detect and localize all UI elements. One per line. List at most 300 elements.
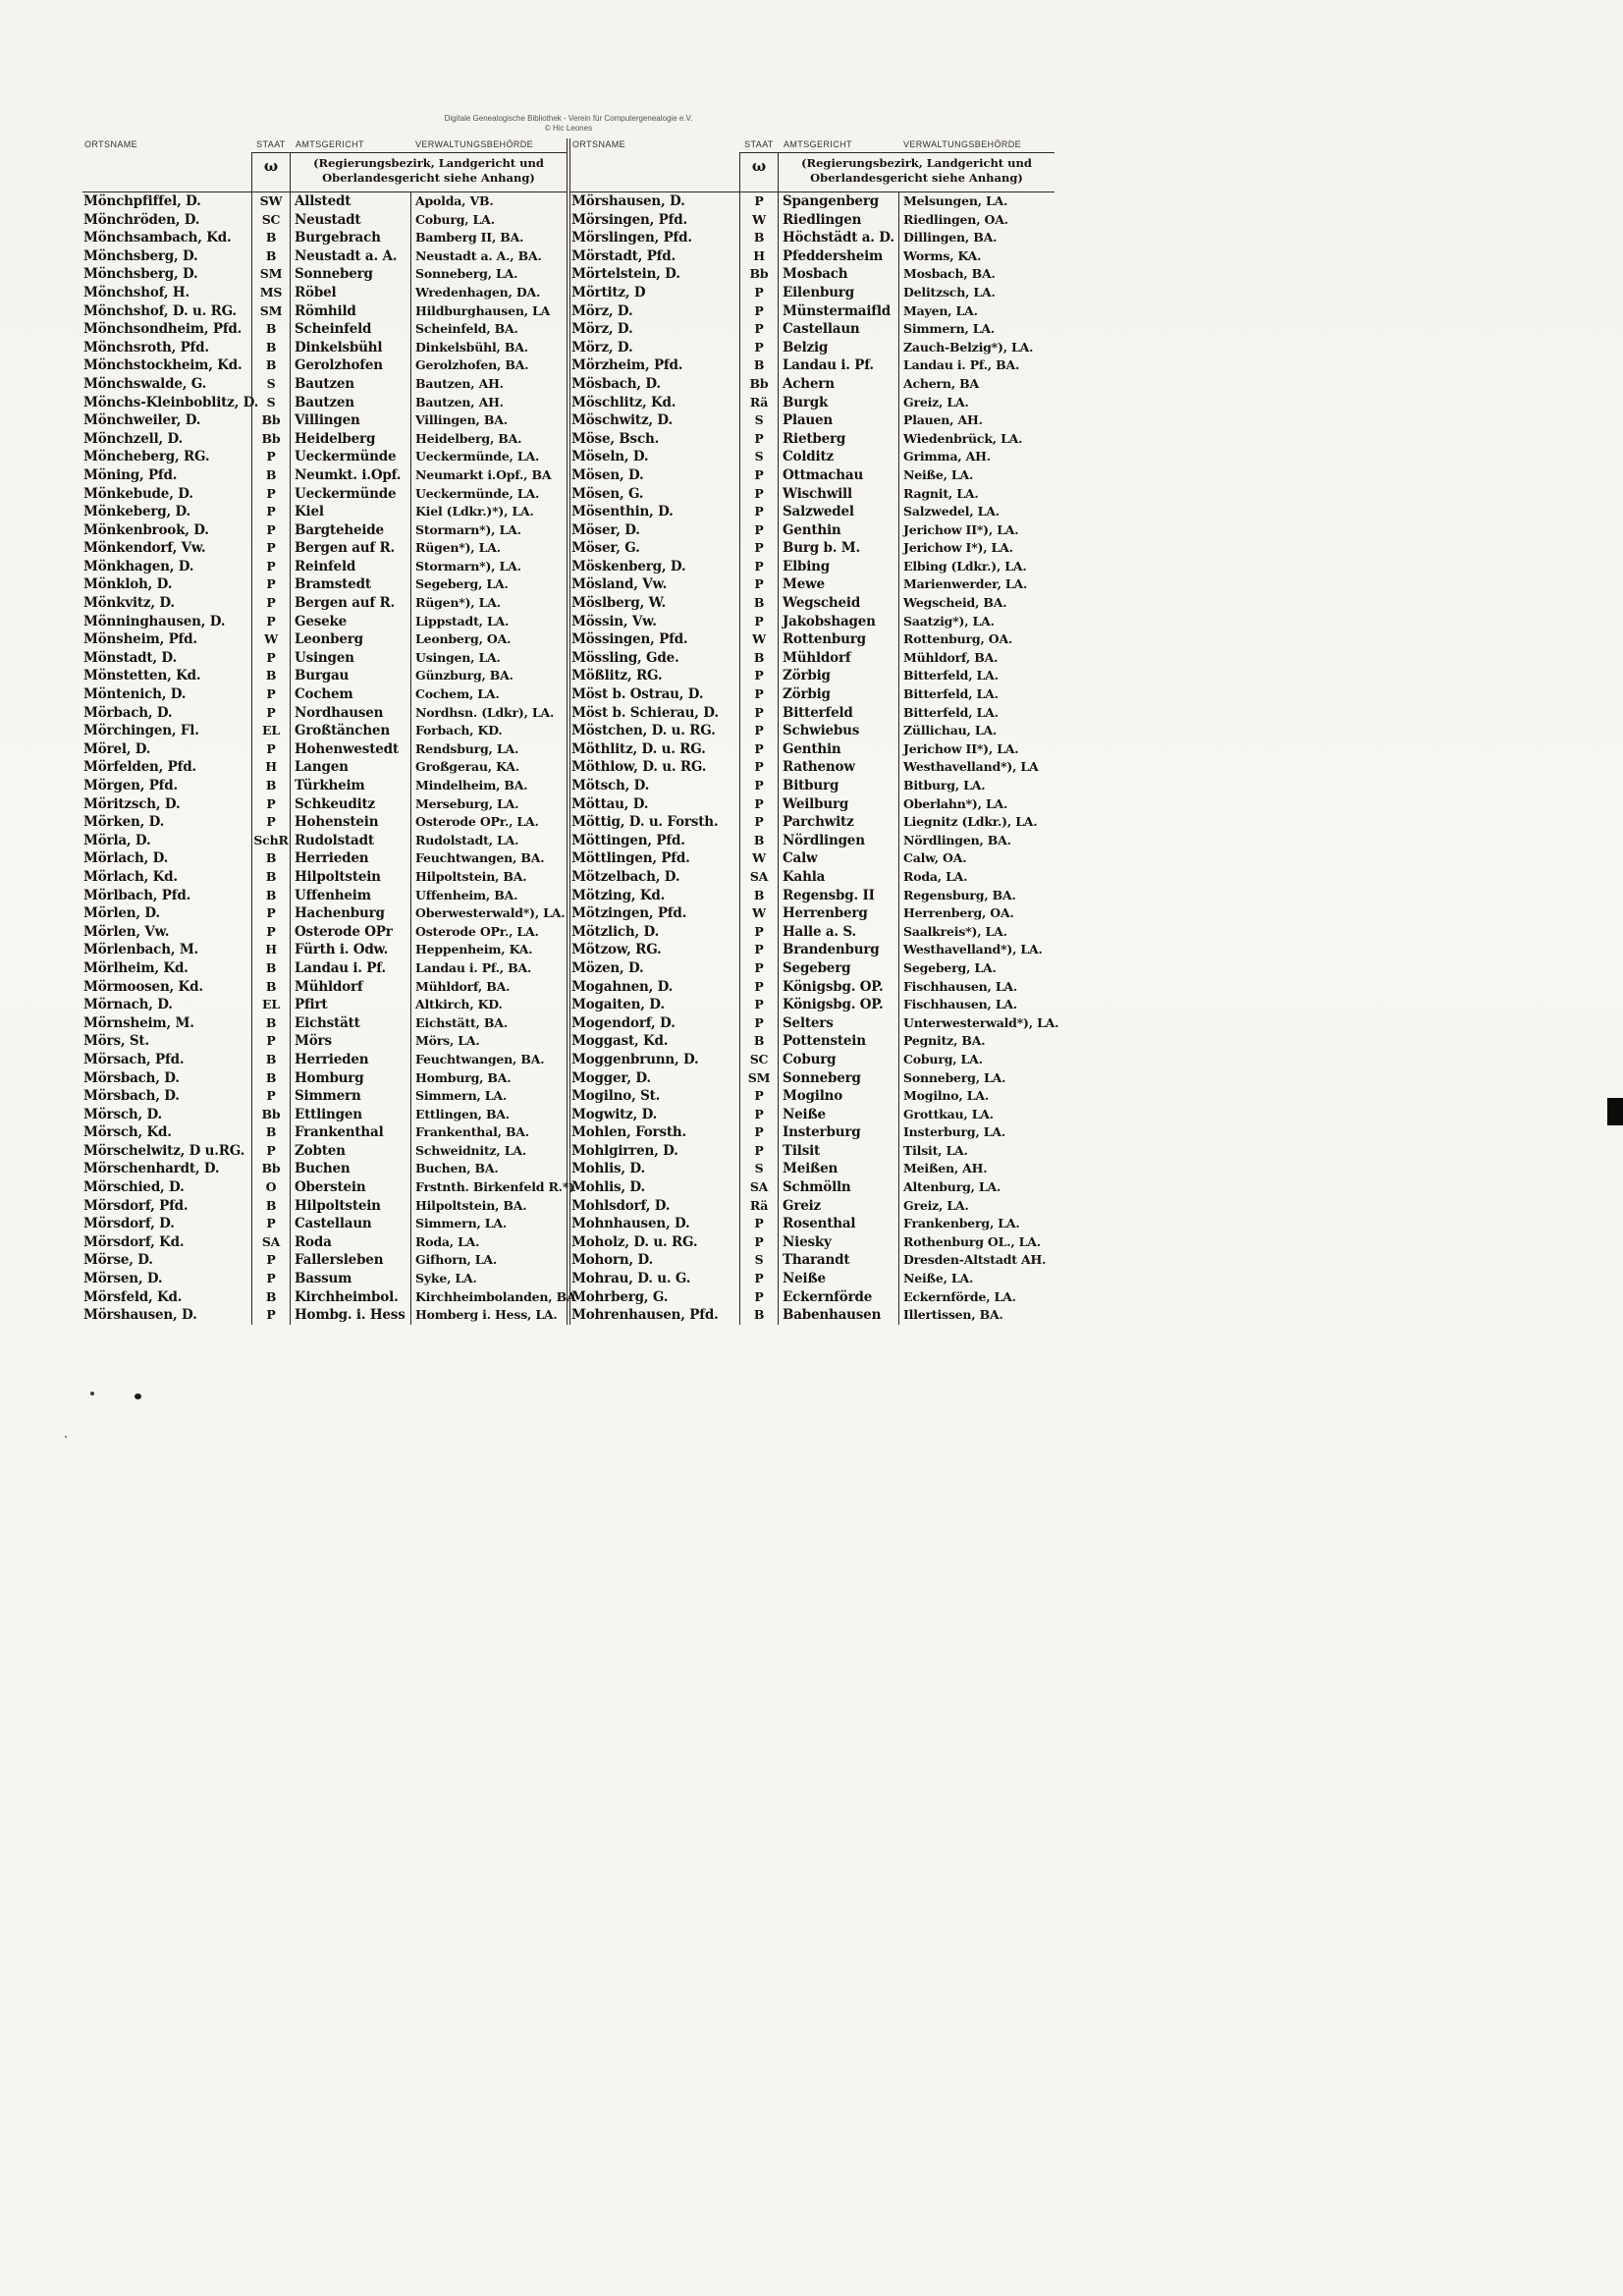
staat-cell: Bb xyxy=(251,411,291,430)
staat-cell: P xyxy=(739,685,779,704)
staat-cell: B xyxy=(739,832,779,850)
staat-cell: Rä xyxy=(739,394,779,412)
verwaltungsbehoerde-cell: Leonberg, OA. xyxy=(410,630,567,649)
ortsname-cell: Mörshausen, D. xyxy=(571,193,685,209)
amtsgericht-cell: Genthin xyxy=(783,521,841,538)
amtsgericht-cell: Mörs xyxy=(295,1033,332,1050)
staat-cell: P xyxy=(251,1251,291,1270)
verwaltungsbehoerde-cell: Merseburg, LA. xyxy=(410,795,567,814)
table-row xyxy=(570,832,1055,850)
staat-cell: P xyxy=(739,813,779,832)
ortsname-cell: Mogendorf, D. xyxy=(571,1014,676,1031)
amtsgericht-cell: Sonneberg xyxy=(295,266,373,283)
verwaltungsbehoerde-cell: Villingen, BA. xyxy=(410,411,567,430)
verwaltungsbehoerde-cell: Ragnit, LA. xyxy=(898,485,1055,504)
table-row xyxy=(82,284,567,302)
amtsgericht-cell: Osterode OPr xyxy=(295,923,393,940)
table-row xyxy=(570,685,1055,704)
ortsname-cell: Mohlis, D. xyxy=(571,1161,645,1177)
table-row xyxy=(570,777,1055,795)
amtsgericht-cell: Plauen xyxy=(783,412,834,429)
amtsgericht-cell: Pfirt xyxy=(295,997,328,1013)
verwaltungsbehoerde-cell: Uffenheim, BA. xyxy=(410,887,567,905)
staat-cell: P xyxy=(739,978,779,997)
staat-cell: P xyxy=(251,649,291,668)
ortsname-cell: Mössin, Vw. xyxy=(571,613,657,629)
table-row xyxy=(570,284,1055,302)
table-row xyxy=(570,466,1055,485)
ortsname-cell: Mörsdorf, Pfd. xyxy=(83,1197,189,1214)
verwaltungsbehoerde-cell: Stormarn*), LA. xyxy=(410,558,567,576)
staat-cell: P xyxy=(739,1233,779,1252)
verwaltungsbehoerde-cell: Landau i. Pf., BA. xyxy=(898,356,1055,375)
table-row xyxy=(82,229,567,247)
amtsgericht-cell: Neumkt. i.Opf. xyxy=(295,466,402,483)
verwaltungsbehoerde-cell: Bitterfeld, LA. xyxy=(898,685,1055,704)
staat-cell: SA xyxy=(251,1233,291,1252)
table-row xyxy=(82,904,567,923)
amtsgericht-cell: Hilpoltstein xyxy=(295,1197,381,1214)
verwaltungsbehoerde-cell: Coburg, LA. xyxy=(410,211,567,230)
amtsgericht-cell: Landau i. Pf. xyxy=(783,357,874,374)
staat-cell: P xyxy=(251,904,291,923)
verwaltungsbehoerde-cell: Homburg, BA. xyxy=(410,1069,567,1088)
ortsname-cell: Mönchstockheim, Kd. xyxy=(83,357,243,374)
scan-artifact xyxy=(90,1392,94,1395)
ortsname-cell: Mörschenhardt, D. xyxy=(83,1161,220,1177)
table-row xyxy=(82,704,567,723)
verwaltungsbehoerde-cell: Neiße, LA. xyxy=(898,466,1055,485)
staat-cell: S xyxy=(739,1160,779,1178)
ortsname-cell: Mörbach, D. xyxy=(83,704,173,721)
ortsname-cell: Mörlbach, Pfd. xyxy=(83,887,191,903)
table-row xyxy=(82,649,567,668)
amtsgericht-cell: Tilsit xyxy=(783,1142,821,1159)
verwaltungsbehoerde-cell: Lippstadt, LA. xyxy=(410,613,567,631)
amtsgericht-cell: Neiße xyxy=(783,1106,826,1122)
table-row xyxy=(82,1051,567,1069)
table-row xyxy=(82,448,567,466)
amtsgericht-cell: Mosbach xyxy=(783,266,848,283)
amtsgericht-cell: Herrieden xyxy=(295,850,369,867)
table-row xyxy=(570,758,1055,777)
ortsname-cell: Mösen, D. xyxy=(571,466,644,483)
amtsgericht-cell: Neustadt a. A. xyxy=(295,247,398,264)
table-row xyxy=(82,758,567,777)
amtsgericht-cell: Ueckermünde xyxy=(295,485,397,502)
amtsgericht-cell: Rottenburg xyxy=(783,631,866,648)
ortsname-cell: Möritzsch, D. xyxy=(83,795,181,812)
verwaltungsbehoerde-cell: Delitzsch, LA. xyxy=(898,284,1055,302)
ortsname-cell: Mogilno, St. xyxy=(571,1088,661,1105)
verwaltungsbehoerde-cell: Mayen, LA. xyxy=(898,302,1055,321)
amtsgericht-cell: Belzig xyxy=(783,339,829,355)
table-row xyxy=(82,959,567,978)
amtsgericht-cell: Weilburg xyxy=(783,795,849,812)
ortsname-cell: Mörshausen, D. xyxy=(83,1307,197,1324)
amtsgericht-cell: Rathenow xyxy=(783,759,855,776)
amtsgericht-cell: Selters xyxy=(783,1014,834,1031)
amtsgericht-cell: Parchwitz xyxy=(783,814,854,831)
staat-cell: B xyxy=(739,649,779,668)
table-row xyxy=(82,1233,567,1252)
staat-cell: P xyxy=(739,503,779,521)
ortsname-cell: Mörlenbach, M. xyxy=(83,942,199,958)
table-row xyxy=(82,247,567,266)
verwaltungsbehoerde-cell: Scheinfeld, BA. xyxy=(410,320,567,339)
verwaltungsbehoerde-cell: Wredenhagen, DA. xyxy=(410,284,567,302)
verwaltungsbehoerde-cell: Insterburg, LA. xyxy=(898,1123,1055,1142)
verwaltungsbehoerde-cell: Oberlahn*), LA. xyxy=(898,795,1055,814)
ortsname-cell: Mörlen, Vw. xyxy=(83,923,170,940)
table-row xyxy=(82,503,567,521)
table-row xyxy=(570,667,1055,685)
ortsname-cell: Mösbach, D. xyxy=(571,375,661,392)
ortsname-cell: Mörgen, Pfd. xyxy=(83,778,179,793)
table-row xyxy=(570,211,1055,230)
verwaltungsbehoerde-cell: Simmern, LA. xyxy=(410,1215,567,1233)
staat-cell: H xyxy=(739,247,779,266)
table-row xyxy=(570,411,1055,430)
table-row xyxy=(570,320,1055,339)
verwaltungsbehoerde-cell: Grottkau, LA. xyxy=(898,1106,1055,1124)
ortsname-cell: Mönchsberg, D. xyxy=(83,247,198,264)
amtsgericht-cell: Ueckermünde xyxy=(295,449,397,465)
staat-cell: P xyxy=(251,594,291,613)
table-row xyxy=(570,868,1055,887)
ortsname-cell: Mörs, St. xyxy=(83,1033,149,1050)
table-row xyxy=(82,1106,567,1124)
staat-cell: B xyxy=(251,777,291,795)
verwaltungsbehoerde-cell: Tilsit, LA. xyxy=(898,1142,1055,1161)
table-row xyxy=(82,1160,567,1178)
ortsname-cell: Mohrau, D. u. G. xyxy=(571,1271,691,1287)
verwaltungsbehoerde-cell: Unterwesterwald*), LA. xyxy=(898,1014,1055,1033)
staat-cell: P xyxy=(739,923,779,942)
verwaltungsbehoerde-cell: Mogilno, LA. xyxy=(898,1087,1055,1106)
amtsgericht-cell: Bautzen xyxy=(295,375,354,392)
amtsgericht-cell: Römhild xyxy=(295,302,356,319)
staat-cell: P xyxy=(739,704,779,723)
staat-symbol: ω xyxy=(251,152,291,191)
rows-left xyxy=(82,192,576,1325)
verwaltungsbehoerde-cell: Günzburg, BA. xyxy=(410,667,567,685)
staat-cell: P xyxy=(739,539,779,558)
staat-cell: W xyxy=(251,630,291,649)
amtsgericht-cell: Landau i. Pf. xyxy=(295,959,386,976)
table-row xyxy=(82,613,567,631)
amtsgericht-cell: Fallersleben xyxy=(295,1252,384,1269)
ortsname-cell: Mössingen, Pfd. xyxy=(571,631,688,648)
table-row xyxy=(82,558,567,576)
staat-cell: SA xyxy=(739,868,779,887)
table-row xyxy=(82,722,567,740)
verwaltungsbehoerde-cell: Coburg, LA. xyxy=(898,1051,1055,1069)
ortsname-cell: Mörmoosen, Kd. xyxy=(83,978,203,995)
table-row xyxy=(570,1160,1055,1178)
scan-artifact xyxy=(135,1394,141,1399)
verwaltungsbehoerde-cell: Heidelberg, BA. xyxy=(410,430,567,449)
ortsname-cell: Möst b. Schierau, D. xyxy=(571,704,719,721)
verwaltungsbehoerde-cell: Stormarn*), LA. xyxy=(410,521,567,540)
rows-right xyxy=(570,192,1059,1325)
ortsname-cell: Mohnhausen, D. xyxy=(571,1216,690,1232)
table-row xyxy=(570,1251,1055,1270)
staat-cell: B xyxy=(251,247,291,266)
amtsgericht-cell: Geseke xyxy=(295,613,348,629)
verwaltungsbehoerde-cell: Roda, LA. xyxy=(898,868,1055,887)
staat-cell: P xyxy=(739,1270,779,1288)
column-header-staat: STAAT xyxy=(256,139,286,149)
staat-cell: Bb xyxy=(251,430,291,449)
ortsname-cell: Mötzelbach, D. xyxy=(571,868,680,885)
verwaltungsbehoerde-cell: Jerichow I*), LA. xyxy=(898,539,1055,558)
ortsname-cell: Mörstadt, Pfd. xyxy=(571,247,676,264)
staat-cell: H xyxy=(251,941,291,959)
table-row xyxy=(570,1069,1055,1088)
verwaltungsbehoerde-cell: Riedlingen, OA. xyxy=(898,211,1055,230)
table-row xyxy=(570,1215,1055,1233)
amtsgericht-cell: Niesky xyxy=(783,1233,832,1250)
amtsgericht-cell: Hohenstein xyxy=(295,814,379,831)
amtsgericht-cell: Bitburg xyxy=(783,778,839,793)
amtsgericht-cell: Salzwedel xyxy=(783,504,854,520)
amtsgericht-cell: Greiz xyxy=(783,1197,822,1214)
table-row xyxy=(82,667,567,685)
staat-cell: P xyxy=(251,740,291,759)
ortsname-cell: Mohorn, D. xyxy=(571,1252,654,1269)
ortsname-cell: Mönstetten, Kd. xyxy=(83,668,201,684)
ortsname-cell: Mönkebude, D. xyxy=(83,485,193,502)
ortsname-cell: Mötzingen, Pfd. xyxy=(571,905,687,922)
ortsname-cell: Mohrberg, G. xyxy=(571,1288,669,1305)
staat-cell: P xyxy=(739,996,779,1014)
amtsgericht-cell: Buchen xyxy=(295,1161,351,1177)
ortsname-cell: Mönchröden, D. xyxy=(83,211,200,228)
verwaltungsbehoerde-cell: Dillingen, BA. xyxy=(898,229,1055,247)
ortsname-cell: Mönkeberg, D. xyxy=(83,504,191,520)
table-row xyxy=(570,1014,1059,1033)
staat-cell: B xyxy=(251,868,291,887)
staat-cell: P xyxy=(251,558,291,576)
table-row xyxy=(570,740,1055,759)
verwaltungsbehoerde-cell: Segeberg, LA. xyxy=(898,959,1055,978)
staat-cell: B xyxy=(739,1306,779,1325)
amtsgericht-cell: Castellaun xyxy=(783,321,860,338)
ortsname-cell: Mogaiten, D. xyxy=(571,997,665,1013)
ortsname-cell: Möncheberg, RG. xyxy=(83,449,210,465)
ortsname-cell: Mörsch, D. xyxy=(83,1106,163,1122)
amtsgericht-cell: Genthin xyxy=(783,740,841,757)
verwaltungsbehoerde-cell: Hilpoltstein, BA. xyxy=(410,868,567,887)
amtsgericht-cell: Sonneberg xyxy=(783,1069,861,1086)
staat-cell: P xyxy=(739,795,779,814)
verwaltungsbehoerde-cell: Rendsburg, LA. xyxy=(410,740,567,759)
ortsname-cell: Mörnsheim, M. xyxy=(83,1014,194,1031)
amtsgericht-cell: Schwiebus xyxy=(783,723,860,739)
ortsname-cell: Mötzing, Kd. xyxy=(571,887,666,903)
amtsgericht-cell: Elbing xyxy=(783,558,831,574)
staat-cell: B xyxy=(739,1032,779,1051)
ortsname-cell: Mößlitz, RG. xyxy=(571,668,663,684)
table-row xyxy=(570,1233,1055,1252)
ortsname-cell: Mörsfeld, Kd. xyxy=(83,1288,183,1305)
staat-cell: B xyxy=(251,978,291,997)
amtsgericht-cell: Homburg xyxy=(295,1069,364,1086)
table-row xyxy=(570,539,1055,558)
ortsname-cell: Mörsbach, D. xyxy=(83,1069,180,1086)
staat-cell: B xyxy=(251,849,291,868)
amtsgericht-cell: Pfeddersheim xyxy=(783,247,884,264)
verwaltungsbehoerde-cell: Oberwesterwald*), LA. xyxy=(410,904,567,923)
staat-cell: B xyxy=(251,1288,291,1307)
amtsgericht-cell: Kiel xyxy=(295,504,324,520)
amtsgericht-cell: Simmern xyxy=(295,1088,361,1105)
verwaltungsbehoerde-cell: Marienwerder, LA. xyxy=(898,575,1055,594)
amtsgericht-cell: Schmölln xyxy=(783,1179,851,1196)
amtsgericht-cell: Heidelberg xyxy=(295,430,376,447)
amtsgericht-cell: Halle a. S. xyxy=(783,923,856,940)
ortsname-cell: Möttau, D. xyxy=(571,795,649,812)
staat-cell: B xyxy=(251,466,291,485)
table-row xyxy=(570,503,1055,521)
table-row xyxy=(82,1014,567,1033)
column-header-ortsname: ORTSNAME xyxy=(84,139,138,149)
staat-cell: B xyxy=(739,356,779,375)
amtsgericht-cell: Calw xyxy=(783,850,818,867)
ortsname-cell: Mönninghausen, D. xyxy=(83,613,226,629)
ortsname-cell: Mörz, D. xyxy=(571,321,633,338)
verwaltungsbehoerde-cell: Frstnth. Birkenfeld R.*) xyxy=(410,1178,567,1197)
table-row xyxy=(82,887,567,905)
verwaltungsbehoerde-cell: Altkirch, KD. xyxy=(410,996,567,1014)
ortsname-cell: Möschwitz, D. xyxy=(571,412,673,429)
ortsname-cell: Mörtitz, D xyxy=(571,284,646,301)
verwaltungsbehoerde-cell: Kirchheimbolanden, BA xyxy=(410,1288,567,1307)
ortsname-cell: Möser, G. xyxy=(571,540,640,557)
staat-cell: B xyxy=(251,1197,291,1216)
table-row xyxy=(82,485,567,504)
ortsname-cell: Mörtelstein, D. xyxy=(571,266,680,283)
staat-cell: P xyxy=(739,192,779,211)
table-row xyxy=(82,849,567,868)
verwaltungsbehoerde-cell: Mühldorf, BA. xyxy=(410,978,567,997)
table-row xyxy=(570,722,1055,740)
staat-cell: B xyxy=(251,1069,291,1088)
verwaltungsbehoerde-cell: Roda, LA. xyxy=(410,1233,567,1252)
verwaltungsbehoerde-cell: Pegnitz, BA. xyxy=(898,1032,1055,1051)
subheader-note: (Regierungsbezirk, Landgericht und Oberlandesgericht siehe Anhang) xyxy=(291,152,567,191)
amtsgericht-cell: Rietberg xyxy=(783,430,846,447)
verwaltungsbehoerde-cell: Greiz, LA. xyxy=(898,394,1055,412)
ortsname-cell: Mönkenbrook, D. xyxy=(83,521,209,538)
verwaltungsbehoerde-cell: Grimma, AH. xyxy=(898,448,1055,466)
verwaltungsbehoerde-cell: Fischhausen, LA. xyxy=(898,996,1055,1014)
staat-cell: Rä xyxy=(739,1197,779,1216)
ortsname-cell: Möning, Pfd. xyxy=(83,466,178,483)
staat-cell: P xyxy=(739,558,779,576)
staat-cell: P xyxy=(251,923,291,942)
verwaltungsbehoerde-cell: Liegnitz (Ldkr.), LA. xyxy=(898,813,1055,832)
ortsname-cell: Möser, D. xyxy=(571,521,640,538)
amtsgericht-cell: Jakobshagen xyxy=(783,613,876,629)
amtsgericht-cell: Regensbg. II xyxy=(783,887,875,903)
table-row xyxy=(570,521,1055,540)
table-row xyxy=(82,1123,567,1142)
ortsname-cell: Mörlheim, Kd. xyxy=(83,959,189,976)
table-row xyxy=(82,1288,576,1307)
staat-cell: P xyxy=(739,722,779,740)
ortsname-cell: Mörlen, D. xyxy=(83,905,160,922)
subheader-spacer xyxy=(82,152,251,191)
verwaltungsbehoerde-cell: Saalkreis*), LA. xyxy=(898,923,1055,942)
staat-cell: SM xyxy=(251,265,291,284)
staat-cell: P xyxy=(739,1087,779,1106)
staat-cell: S xyxy=(251,394,291,412)
staat-cell: B xyxy=(251,959,291,978)
scan-artifact xyxy=(65,1436,67,1438)
ortsname-cell: Möslberg, W. xyxy=(571,595,667,612)
verwaltungsbehoerde-cell: Wiedenbrück, LA. xyxy=(898,430,1055,449)
table-row xyxy=(570,1178,1055,1197)
ortsname-cell: Möse, Bsch. xyxy=(571,430,660,447)
amtsgericht-cell: Eichstätt xyxy=(295,1014,360,1031)
ortsname-cell: Mözen, D. xyxy=(571,959,644,976)
amtsgericht-cell: Bergen auf R. xyxy=(295,595,396,612)
ortsname-cell: Möthlow, D. u. RG. xyxy=(571,759,707,776)
staat-cell: P xyxy=(251,685,291,704)
amtsgericht-cell: Kahla xyxy=(783,868,826,885)
amtsgericht-cell: Segeberg xyxy=(783,959,851,976)
staat-cell: S xyxy=(739,448,779,466)
amtsgericht-cell: Cochem xyxy=(295,686,353,703)
table-row xyxy=(570,1051,1055,1069)
table-row xyxy=(570,1197,1055,1216)
amtsgericht-cell: Zobten xyxy=(295,1142,346,1159)
amtsgericht-cell: Mühldorf xyxy=(783,649,851,666)
verwaltungsbehoerde-cell: Illertissen, BA. xyxy=(898,1306,1055,1325)
verwaltungsbehoerde-cell: Simmern, LA. xyxy=(410,1087,567,1106)
verwaltungsbehoerde-cell: Elbing (Ldkr.), LA. xyxy=(898,558,1055,576)
staat-cell: SW xyxy=(251,192,291,211)
column-headers-left xyxy=(82,138,567,152)
amtsgericht-cell: Castellaun xyxy=(295,1216,372,1232)
column-header-amtsgericht: AMTSGERICHT xyxy=(784,139,852,149)
amtsgericht-cell: Coburg xyxy=(783,1051,837,1067)
verwaltungsbehoerde-cell: Rudolstadt, LA. xyxy=(410,832,567,850)
staat-cell: O xyxy=(251,1178,291,1197)
staat-cell: Bb xyxy=(739,375,779,394)
amtsgericht-cell: Bautzen xyxy=(295,394,354,410)
staat-cell: P xyxy=(739,941,779,959)
staat-cell: P xyxy=(251,539,291,558)
ortsname-cell: Möst b. Ostrau, D. xyxy=(571,686,704,703)
verwaltungsbehoerde-cell: Mindelheim, BA. xyxy=(410,777,567,795)
verwaltungsbehoerde-cell: Osterode OPr., LA. xyxy=(410,813,567,832)
amtsgericht-cell: Neustadt xyxy=(295,211,361,228)
staat-cell: P xyxy=(251,813,291,832)
document-content xyxy=(82,114,1059,1325)
table-row xyxy=(570,558,1055,576)
amtsgericht-cell: Bitterfeld xyxy=(783,704,853,721)
amtsgericht-cell: Hombg. i. Hess xyxy=(295,1307,406,1324)
column-headers-right xyxy=(570,138,1055,152)
staat-cell: Bb xyxy=(739,265,779,284)
table-row xyxy=(570,229,1055,247)
ortsname-cell: Mösenthin, D. xyxy=(571,504,674,520)
ortsname-cell: Mogger, D. xyxy=(571,1069,651,1086)
table-half-right xyxy=(567,138,1059,1325)
